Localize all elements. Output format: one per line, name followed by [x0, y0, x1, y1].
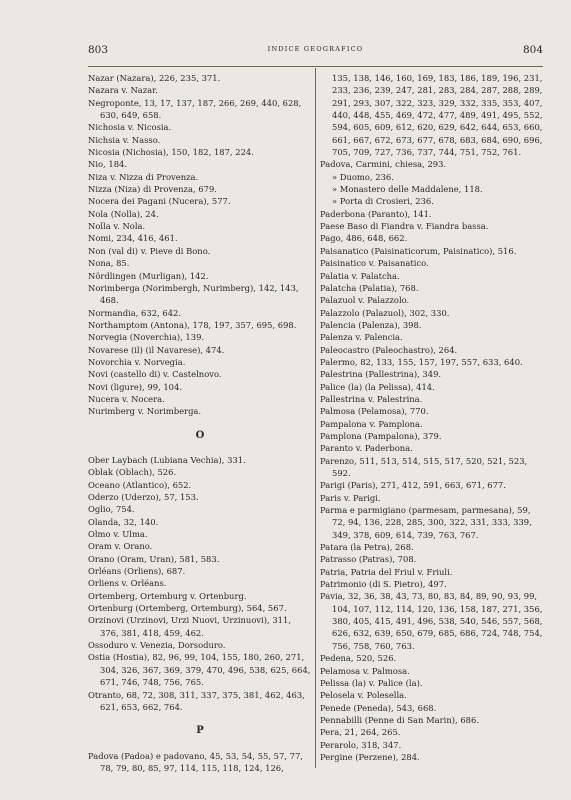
index-entry: Pamplona (Pampalona), 379.: [320, 430, 442, 441]
index-entry: Paranto v. Paderbona.: [320, 443, 413, 454]
index-block-pa-pe: [320, 208, 543, 763]
page-header: [88, 44, 543, 58]
index-entry: Ober Laybach (Lubiana Vechia), 331.: [88, 454, 246, 465]
index-block-o: [88, 454, 312, 713]
index-entry: Orano (Oram, Uran), 581, 583.: [88, 553, 220, 564]
index-entry: Patara (la Petra), 268.: [320, 542, 414, 553]
index-entry: Patrimonio (di S. Pietro), 497.: [320, 579, 447, 590]
index-entry: Norimberga (Norimbergh, Nurimberg), 142, 143, 468.: [88, 282, 299, 306]
index-entry: Nucera v. Nocera.: [88, 393, 165, 404]
index-entry: Non (val di) v. Pieve di Bono.: [88, 245, 211, 256]
index-entry: Nocera dei Pagani (Nucera), 577.: [88, 196, 231, 207]
index-entry: Pampalona v. Pamplona.: [320, 418, 423, 429]
index-entry: » Monastero delle Maddalene, 118.: [332, 184, 483, 195]
index-entry: Palenza v. Palencia.: [320, 332, 403, 343]
index-block-n: [88, 72, 312, 418]
left-column: [88, 72, 312, 774]
index-entry: Padova, Carmini, chiesa, 293.: [320, 159, 447, 170]
index-entry: » Porta di Crosieri, 236.: [332, 196, 434, 207]
index-entry: Ortemberg, Ortemburg v. Ortenburg.: [88, 590, 247, 601]
index-entry: Nolla v. Nola.: [88, 221, 146, 232]
right-column: [320, 72, 543, 763]
section-letter-o: O: [195, 429, 205, 441]
index-entry: Pallestrina v. Palestrina.: [320, 393, 423, 404]
index-entry: Pennabilli (Penne di San Marin), 686.: [320, 714, 479, 725]
page-number-left: 803: [88, 44, 109, 56]
index-entry: Olmo v. Ulma.: [88, 529, 148, 540]
index-entry: Nicosia (Nichosia), 150, 182, 187, 224.: [88, 147, 254, 158]
index-entry: Northamptom (Antona), 178, 197, 357, 695, 698.: [88, 319, 297, 330]
index-entry: Pavia, 32, 36, 38, 43, 73, 80, 83, 84, 89, 90, 93, 99, 104, 107, 112, 114, 120, 136, 158, 187, 271, 356, 380, 405, 415, 491, 496, 538, 540, 546, 557, 568, 626, 632, 639, 650, 679, 685, 686, 724, 748, 754, 756, 758, 760, 763.: [320, 591, 543, 651]
index-entry: Nichsia v. Nasso.: [88, 134, 161, 145]
index-entry: Normandia, 632, 642.: [88, 307, 182, 318]
index-entry: Palazzolo (Palazuol), 302, 330.: [320, 307, 450, 318]
index-entry: Pelissa (la) v. Palice (la).: [320, 677, 423, 688]
index-entry: Negroponte, 13, 17, 137, 187, 266, 269, 440, 628, 630, 649, 658.: [88, 97, 302, 121]
index-entry: Parigi (Paris), 271, 412, 591, 663, 671, 677.: [320, 480, 506, 491]
index-entry: Oblak (Oblach), 526.: [88, 467, 177, 478]
index-entry: Novorchia v. Norvegia.: [88, 356, 186, 367]
index-entry: Nona, 85.: [88, 258, 130, 269]
index-entry: Ortenburg (Ortemberg, Ortemburg), 564, 567.: [88, 603, 287, 614]
index-entry: Palazuol v. Palazzolo.: [320, 295, 410, 306]
index-entry: Palestrina (Pallestrina), 349.: [320, 369, 442, 380]
index-entry: Novi (castello di) v. Castelnovo.: [88, 369, 222, 380]
index-entry: Nola (Nolla), 24.: [88, 208, 159, 219]
index-entry: Paleocastro (Paleochastro), 264.: [320, 344, 458, 355]
index-entry: Palencia (Palenza), 398.: [320, 319, 422, 330]
index-entry: Otranto, 68, 72, 308, 311, 337, 375, 381, 462, 463, 621, 653, 662, 764.: [88, 689, 305, 712]
index-entry: Paderbona (Paranto), 141.: [320, 208, 432, 219]
index-entry: Palatia v. Palatcha.: [320, 270, 400, 281]
index-entry: Padova (Padoa) e padovano, 45, 53, 54, 55, 57, 77, 78, 79, 80, 85, 97, 114, 115, 118, 124, 126,: [88, 750, 303, 773]
index-entry: Nomi, 234, 416, 461.: [88, 233, 178, 244]
index-entry: Oceano (Atlantico), 652.: [88, 479, 192, 490]
index-entry: Nördlingen (Murligan), 142.: [88, 270, 209, 281]
page-number-right: 804: [522, 44, 543, 56]
index-entry: Patria, Patria del Friul v. Friuli.: [320, 566, 453, 577]
index-block-p: [88, 750, 312, 775]
index-entry: Parma e parmigiano (parmesam, parmesana), 59, 72, 94, 136, 228, 285, 300, 322, 331, 333, 339, 349, 378, 609, 614, 739, 763, 767.: [320, 505, 532, 540]
index-entry-continuation: 135, 138, 146, 160, 169, 183, 186, 189, 196, 231, 233, 236, 239, 247, 281, 283, 284, 287, 288, 289, 291, 293, 307, 322, 323, 329, 332, 335, 353, 407, 440, 448, 455, 469, 472, 477, 489, 491, 495, 552, 594, 605, 609, 612, 620, 629, 642, 644, 653, 660, 661, 667, 672, 673, 677, 678, 683, 684, 690, 696, 705, 709, 727, 736, 737, 744, 751, 752, 761.: [332, 73, 543, 158]
index-entry: Pelosela v. Polesella.: [320, 690, 407, 701]
index-entry: Paisinatico v. Paisanatico.: [320, 258, 429, 269]
index-block-padova: [320, 158, 543, 170]
index-entry: Orléans (Orliens), 687.: [88, 566, 186, 577]
index-entry: Pelamosa v. Palmosa.: [320, 665, 410, 676]
index-entry: » Duomo, 236.: [332, 171, 394, 182]
index-entry: Oram v. Orano.: [88, 541, 153, 552]
index-entry: Oglio, 754.: [88, 504, 135, 515]
index-entry: Penede (Peneda), 543, 668.: [320, 702, 437, 713]
index-entry: Paisanatico (Paisinaticorum, Paisinatico), 516.: [320, 245, 517, 256]
index-entry: Perarolo, 318, 347.: [320, 739, 402, 750]
index-entry: Pera, 21, 264, 265.: [320, 727, 401, 738]
index-entry: Oderzo (Uderzo), 57, 153.: [88, 492, 199, 502]
index-entry: Orliens v. Orléans.: [88, 578, 167, 589]
index-entry: Palatcha (Palatia), 768.: [320, 282, 419, 293]
index-entry: Norvegia (Noverchia), 139.: [88, 332, 205, 343]
index-sub-entries: [320, 171, 543, 208]
index-entry: Paese Baso di Fiandra v. Fiandra bassa.: [320, 221, 489, 232]
index-entry: Niza v. Nizza di Provenza.: [88, 171, 199, 182]
index-entry: Paris v. Parigi.: [320, 492, 381, 503]
index-entry: Pedena, 520, 526.: [320, 653, 397, 664]
index-entry: Palmosa (Pelamosa), 770.: [320, 406, 429, 417]
index-entry: Novi (ligure), 99, 104.: [88, 381, 183, 392]
index-entry: Ostia (Hostia), 82, 96, 99, 104, 155, 180, 260, 271, 304, 326, 367, 369, 379, 470, 496, 538, 625, 664, 671, 746, 748, 756, 765.: [88, 652, 311, 688]
index-entry: Nizza (Niza) di Provenza, 679.: [88, 184, 217, 195]
running-title: INDICE GEOGRAFICO: [267, 45, 364, 53]
index-entry: Nichosia v. Nicosia.: [88, 122, 172, 133]
index-entry: Novarese (il) (il Navarese), 474.: [88, 344, 225, 355]
index-entry: Pergine (Perzene), 284.: [320, 751, 420, 762]
column-divider: [315, 68, 316, 768]
index-entry: Olanda, 32, 140.: [88, 516, 159, 527]
index-entry: Nazara v. Nazar.: [88, 85, 158, 96]
header-rule: [88, 66, 543, 67]
index-entry: Nio, 184.: [88, 159, 128, 170]
index-entry: Nurimberg v. Norimberga.: [88, 406, 202, 417]
index-entry: Pago, 486, 648, 662.: [320, 233, 408, 244]
index-entry: Orzinovi (Urzinovi, Urzi Nuovi, Urzinuovi), 311, 376, 381, 418, 459, 462.: [88, 615, 292, 638]
index-entry: Ossoduro v. Venezia, Dorsoduro.: [88, 640, 226, 651]
index-entry: Patrasso (Patras), 708.: [320, 554, 417, 565]
index-entry: Parenzo, 511, 513, 514, 515, 517, 520, 521, 523, 592.: [320, 455, 528, 478]
index-entry: Palermo, 82, 133, 155, 157, 197, 557, 633, 640.: [320, 356, 523, 367]
index-entry: Nazar (Nazara), 226, 235, 371.: [88, 73, 221, 83]
index-entry: Palice (la) (la Pelissa), 414.: [320, 381, 435, 392]
section-letter-p: P: [196, 725, 204, 737]
